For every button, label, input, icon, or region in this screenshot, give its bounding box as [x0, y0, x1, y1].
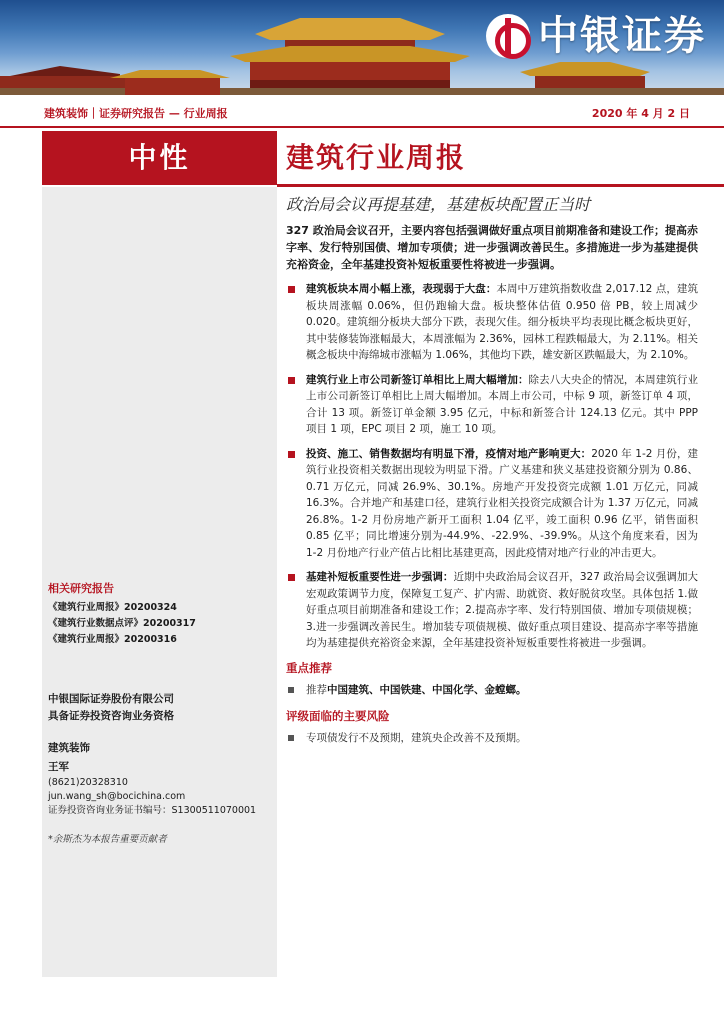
report-date: 2020 年 4 月 2 日	[591, 107, 690, 120]
company-logo	[486, 14, 706, 58]
report-category: 建筑装饰｜证券研究报告 — 行业周报	[44, 107, 228, 120]
key-points	[286, 281, 698, 756]
company-qualification: 具备证券投资咨询业务资格	[48, 710, 174, 722]
bullet-square-icon	[288, 687, 294, 693]
bullet-square-icon	[288, 377, 295, 384]
related-report-link[interactable]: 《建筑行业周报》20200316	[48, 634, 177, 645]
risk-title: 评级面临的主要风险	[286, 708, 390, 723]
analyst-info	[48, 760, 256, 818]
key-point	[286, 569, 698, 652]
title-underline	[277, 184, 724, 187]
related-reports-title: 相关研究报告	[48, 582, 114, 595]
key-point-lead: 建筑行业上市公司新签订单相比上周大幅增加：	[306, 373, 529, 386]
key-point	[286, 372, 698, 438]
department: 建筑装饰	[48, 742, 90, 754]
summary-paragraph: 327 政治局会议召开，主要内容包括强调做好重点项目前期准备和建设工作；提高赤字率、发行特别国债、增加专项债；进一步强调改善民生。多措施进一步为基建提供充裕资金，全年基建投资补短板重要性将被进一步强调。	[286, 224, 698, 271]
bullet-square-icon	[288, 286, 295, 293]
company-info	[48, 691, 174, 725]
key-point-text: 除去八大央企的情况，本周建筑行业上市公司新签订单相比上周大幅增加。本周上市公司，中标 9 项，新签订单 4 项，合计 13 项。新签订单金额 3.95 亿元，中标和新签合计 124.13 亿元。其中 PPP 项目 1 项，EPC 项目 2 项，施工 10 项。	[306, 373, 699, 435]
key-point-lead: 基建补短板重要性进一步强调：	[306, 571, 454, 583]
key-point-text: 2020 年 1-2 月份，建筑行业投资相关数据出现较为明显下滑。广义基建和狭义基建投资额分别为 0.86、0.71 万亿元，同减 26.9%、30.1%。房地产开发投资完成额 1.01 万亿元，同减 16.3%。合并地产和基建口径，建筑行业相关投资完成额合计为 1.37 万亿元，同减 26.8%。1-2 月份房地产新开工面积 1.04 亿平，竣工面积 0.96 亿平，销售面积 0.85 亿平；同比增速分别为-44.9%、-22.9%、-39.9%。从这个角度来看，因为 1-2 月份地产行业产值占比相比基建更高，因此疫情对地产行业的冲击更大。	[306, 447, 699, 559]
report-subtitle: 政治局会议再提基建，基建板块配置正当时	[286, 195, 591, 214]
header-banner	[0, 0, 724, 95]
related-reports-list	[48, 600, 196, 648]
risk-item	[286, 730, 698, 746]
boc-logo-icon	[486, 14, 530, 58]
recommend-title: 重点推荐	[286, 660, 332, 675]
logo-text: 中银证券	[538, 12, 706, 59]
key-point-lead: 投资、施工、销售数据均有明显下滑，疫情对地产影响更大：	[306, 447, 592, 460]
bullet-square-icon	[288, 735, 294, 741]
analyst-email[interactable]: jun.wang_sh@bocichina.com	[48, 791, 186, 802]
analyst-license: 证券投资咨询业务证书编号：S1300511070001	[48, 805, 257, 816]
key-point-text: 近期中央政治局会议召开，327 政治局会议强调加大宏观政策调节力度，保障复工复产、扩内需、助就资、救好脱贫攻坚。具体包括 1.做好重点项目前期准备和建设工作；2.提高赤字率、发行特别国债、增加专项债规模；3.进一步强调改善民生。增加装专项债规模、做好重点项目建设、提高赤字率等措施均为基建提供充裕资金来源，全年基建投资补短板重要性将被进一步强调。	[306, 571, 698, 649]
key-point	[286, 446, 698, 562]
recommend-prefix: 推荐	[306, 683, 327, 696]
key-point	[286, 281, 698, 364]
related-report-link[interactable]: 《建筑行业数据点评》20200317	[48, 618, 196, 629]
report-title: 建筑行业周报	[286, 141, 467, 174]
key-point-lead: 建筑板块本周小幅上涨，表现弱于大盘：	[306, 283, 497, 295]
rating-badge: 中性	[42, 131, 277, 185]
recommend-stocks: 中国建筑、中国铁建、中国化学、金螳螂。	[327, 683, 527, 696]
bullet-square-icon	[288, 574, 295, 581]
contributor-note: *余斯杰为本报告重要贡献者	[48, 834, 167, 845]
company-name: 中银国际证券股份有限公司	[48, 693, 174, 705]
recommend-item	[286, 682, 698, 698]
main-content	[286, 140, 700, 744]
analyst-phone: (8621)20328310	[48, 777, 128, 788]
analyst-name: 王军	[48, 761, 69, 773]
related-report-link[interactable]: 《建筑行业周报》20200324	[48, 602, 177, 613]
key-point-text: 本周中万建筑指数收盘 2,017.12 点，建筑板块周涨幅 0.06%，但仍跑输大盘。板块整体估值 0.950 倍 PB，较上周减少 0.020。建筑细分板块大部分下跌，表现欠佳。细分板块平均表现比概念板块更好，其中装修装饰涨幅最大，本周涨幅为 2.36%，园林工程跌幅最大，为 2.11%。相关概念板块中海绵城市涨幅为 1.06%，其他均下跌，雄安新区跌幅最大，为 2.10%。	[306, 283, 699, 361]
report-header-strip	[0, 95, 724, 128]
risk-text: 专项债发行不及预期，建筑央企改善不及预期。	[306, 731, 527, 744]
bullet-square-icon	[288, 451, 295, 458]
